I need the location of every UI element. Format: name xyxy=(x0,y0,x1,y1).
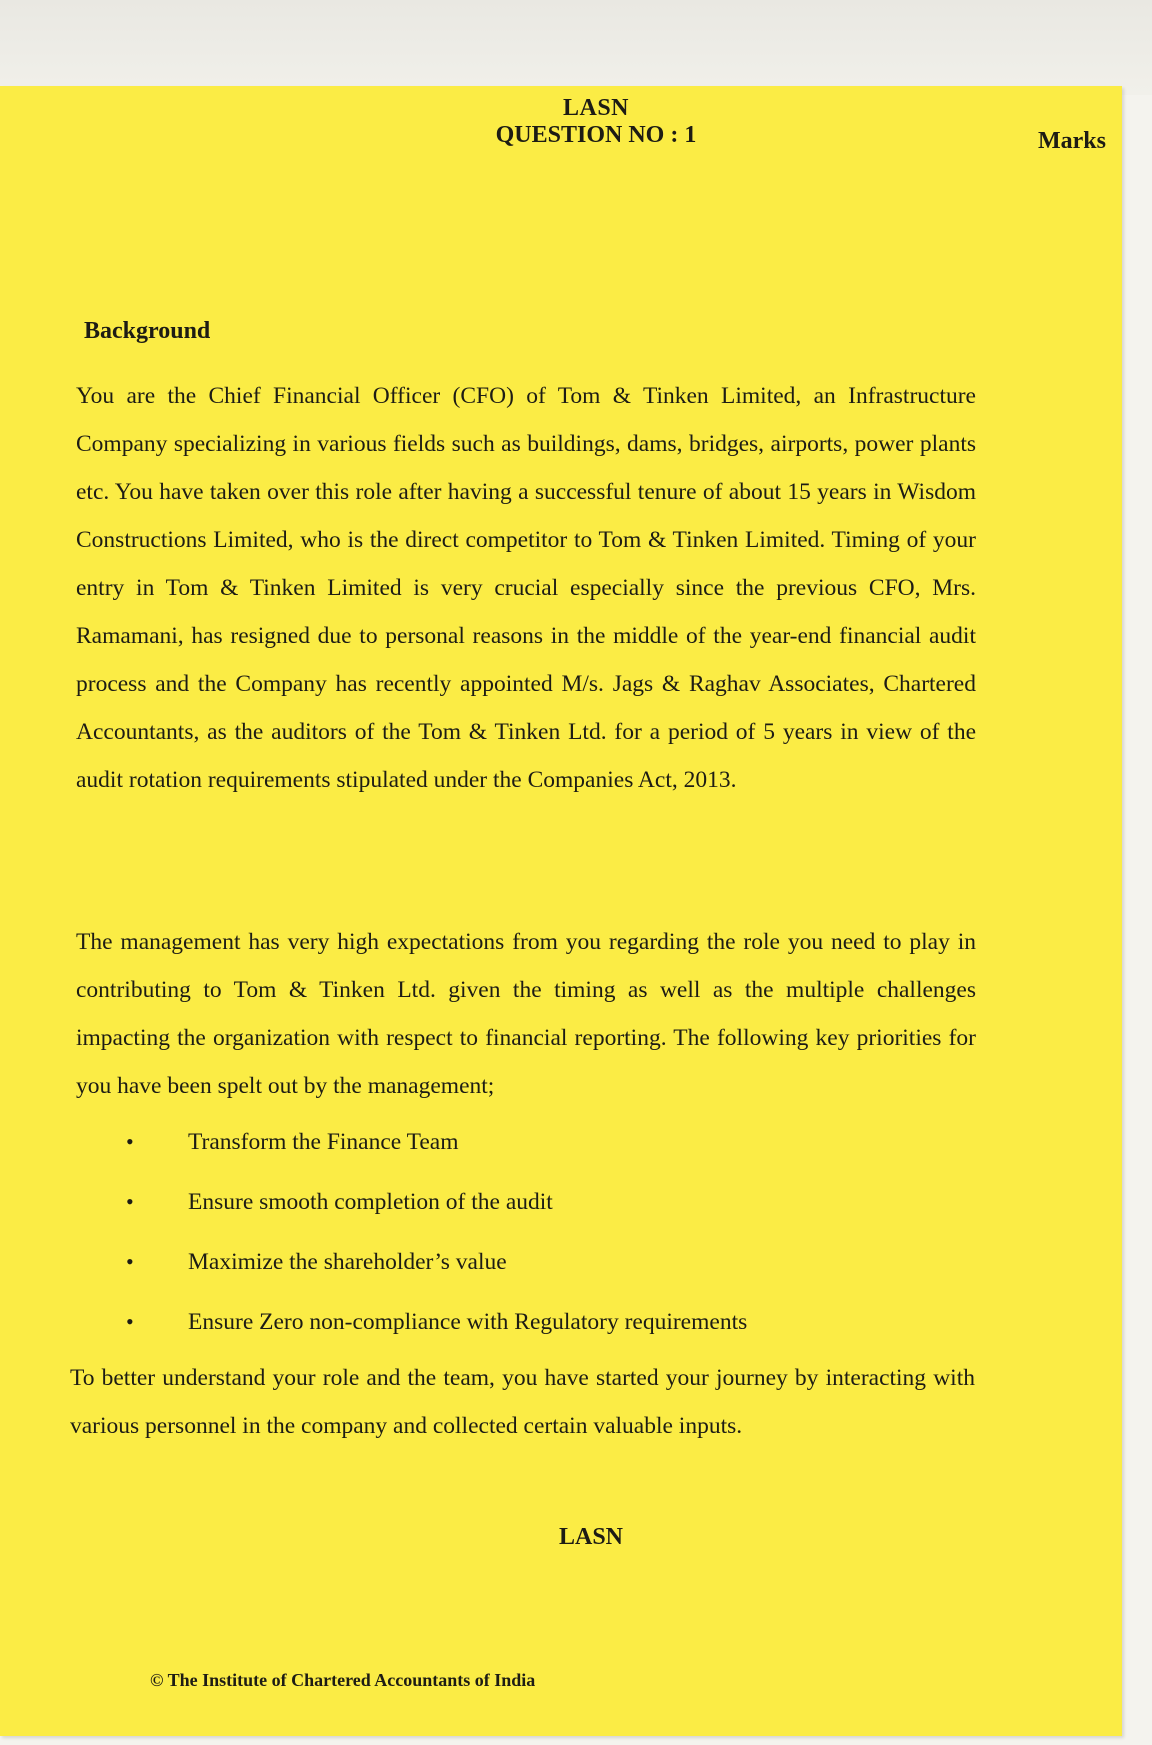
footer-code xyxy=(0,1524,1122,1551)
priority-text: Transform the Finance Team xyxy=(188,1129,459,1155)
bullet-icon: • xyxy=(126,1309,134,1334)
paragraph-intro: You are the Chief Financial Officer (CFO) of Tom & Tinken Limited, an Infrastructure Company specializing in various fields such as buildings, dams, bridges, airports, power plants etc. You have taken over this role after having a successful tenure of about 15 years in Wisdom Constructions Limited, who is the direct competitor to Tom & Tinken Limited. Timing of your entry in Tom & Tinken Limited is very crucial especially since the previous CFO, Mrs. Ramamani, has resigned due to personal reasons in the middle of the year-end financial audit process and the Company has recently appointed M/s. Jags & Raghav Associates, Chartered Accountants, as the auditors of the Tom & Tinken Ltd. for a period of 5 years in view of the audit rotation requirements stipulated under the Companies Act, 2013. xyxy=(76,383,976,793)
priority-text: Ensure smooth completion of the audit xyxy=(188,1189,553,1215)
bullet-icon: • xyxy=(126,1249,134,1274)
previous-page-edge xyxy=(0,0,1152,95)
bullet-icon: • xyxy=(126,1129,134,1154)
copyright-notice: © The Institute of Chartered Accountants of India xyxy=(150,1670,536,1690)
bullet-icon: • xyxy=(126,1189,134,1214)
paper-code: LASN xyxy=(562,95,630,121)
section-heading: Background xyxy=(84,318,211,344)
question-number: QUESTION NO : 1 xyxy=(495,122,697,148)
marks-label: Marks xyxy=(1038,128,1106,154)
page-header xyxy=(0,95,1122,149)
priority-text: Maximize the shareholder’s value xyxy=(188,1249,507,1275)
footer-code-text: LASN xyxy=(558,1524,624,1550)
priority-text: Ensure Zero non-compliance with Regulatory requirements xyxy=(188,1309,748,1335)
paragraph-closing: To better understand your role and the team, you have started your journey by interacting with various personnel in the company and collected certain valuable inputs. xyxy=(70,1365,975,1439)
paragraph-expectations: The management has very high expectations from you regarding the role you need to play in contributing to Tom & Tinken Ltd. given the timing as well as the multiple challenges impacting the organization with respect to financial reporting. The following key priorities for you have been spelt out by the management; xyxy=(76,929,976,1099)
